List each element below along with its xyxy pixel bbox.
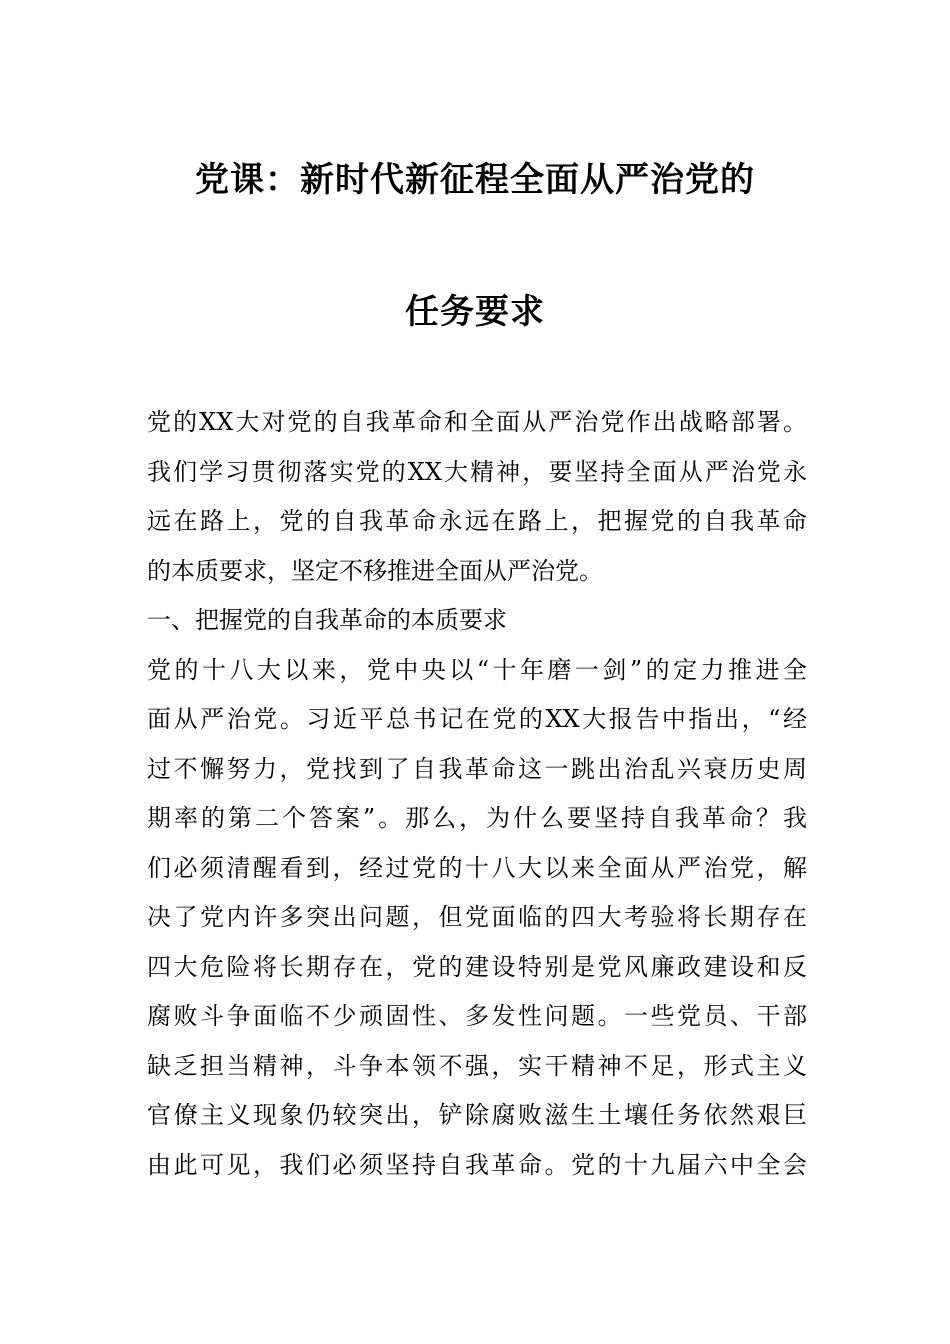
paragraph-line: 党的XX大对党的自我革命和全面从严治党作出战略部署。 xyxy=(147,408,807,436)
paragraph-line: 面从严治党。习近平总书记在党的XX大报告中指出，“经 xyxy=(147,705,807,733)
paragraph-line: 远在路上，党的自我革命永远在路上，把握党的自我革命 xyxy=(147,507,807,535)
paragraph-line: 期率的第二个答案”。那么，为什么要坚持自我革命？我 xyxy=(147,804,807,832)
paragraph-line: 的本质要求，坚定不移推进全面从严治党。 xyxy=(147,556,603,585)
paragraph-line: 们必须清醒看到，经过党的十八大以来全面从严治党，解 xyxy=(147,853,807,882)
paragraph-line: 过不懈努力，党找到了自我革命这一跳出治乱兴衰历史周 xyxy=(147,754,807,783)
paragraph-line: 缺乏担当精神，斗争本领不强，实干精神不足，形式主义 xyxy=(147,1051,807,1080)
paragraph-line: 四大危险将长期存在，党的建设特别是党风廉政建设和反 xyxy=(147,952,807,981)
document-body xyxy=(147,398,807,1190)
paragraph-line: 决了党内许多突出问题，但党面临的四大考验将长期存在 xyxy=(147,903,807,931)
paragraph-line: 党的十八大以来，党中央以“十年磨一剑”的定力推进全 xyxy=(147,655,807,684)
document-title-line-2: 任务要求 xyxy=(405,292,545,332)
paragraph-line: 我们学习贯彻落实党的XX大精神，要坚持全面从严治党永 xyxy=(147,457,807,486)
document-title-line-1: 党课：新时代新征程全面从严治党的 xyxy=(195,160,755,200)
paragraph-line: 由此可见，我们必须坚持自我革命。党的十九届六中全会 xyxy=(147,1150,807,1179)
section-heading: 一、把握党的自我革命的本质要求 xyxy=(147,606,507,634)
paragraph-line: 官僚主义现象仍较突出，铲除腐败滋生土壤任务依然艰巨 xyxy=(147,1101,807,1129)
paragraph-line: 腐败斗争面临不少顽固性、多发性问题。一些党员、干部 xyxy=(147,1002,807,1030)
